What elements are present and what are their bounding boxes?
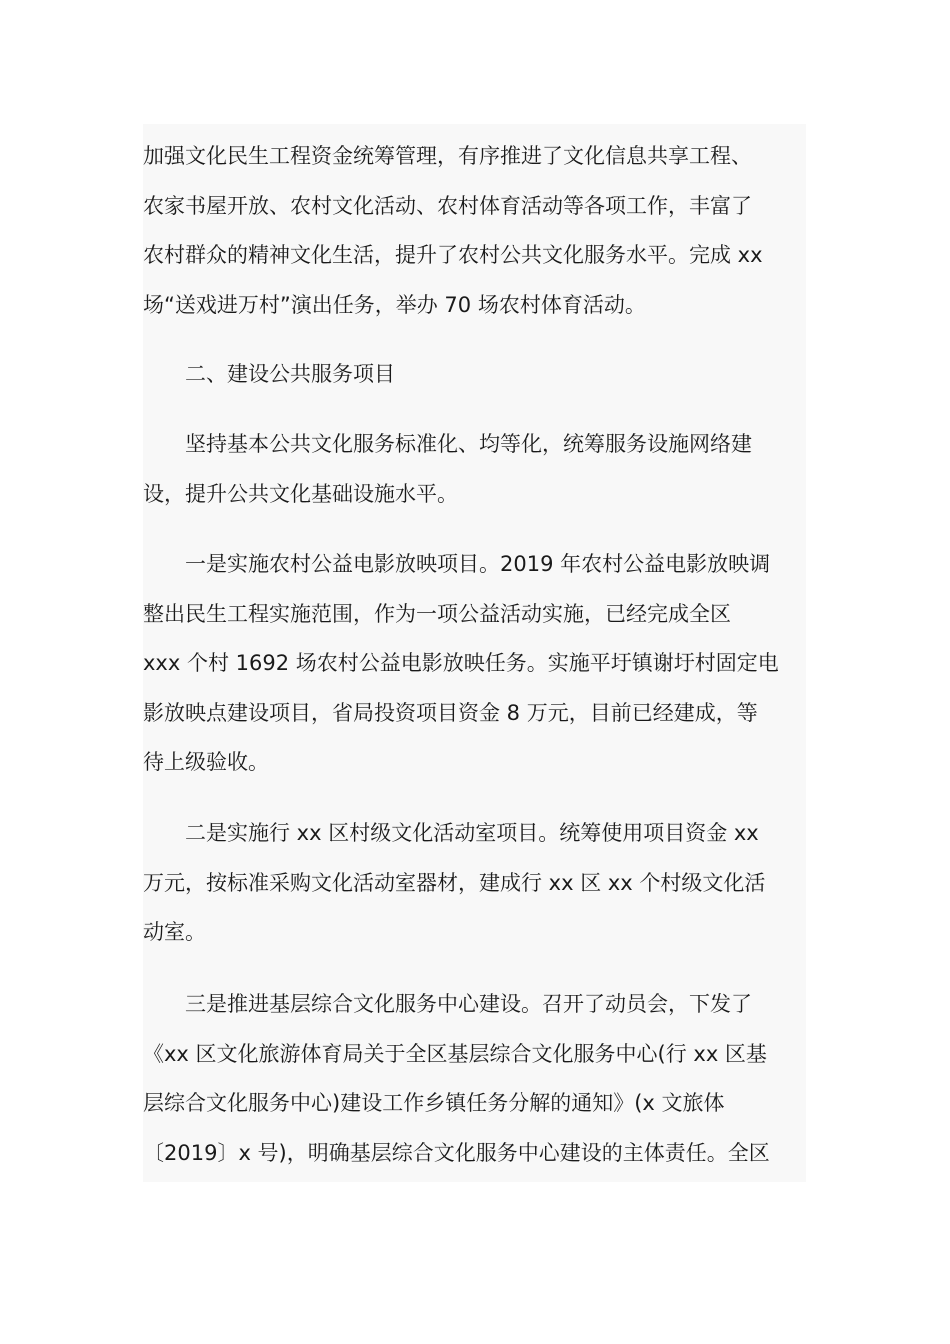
section-heading-public-service [143,350,806,400]
text-line: 层综合文化服务中心)建设工作乡镇任务分解的通知》(x 文旅体 [143,1091,725,1115]
text-line: 动室。 [143,920,206,944]
text-line: xxx 个村 1692 场农村公益电影放映任务。实施平圩镇谢圩村固定电 [143,651,779,675]
text-line: 影放映点建设项目，省局投资项目资金 8 万元，目前已经建成，等 [143,700,758,725]
heading-line: 二、建设公共服务项目 [143,362,395,386]
text-line: 加强文化民生工程资金统筹管理，有序推进了文化信息共享工程、 [143,144,752,168]
text-line: 〔2019〕x 号)，明确基层综合文化服务中心建设的主体责任。全区 [143,1140,770,1165]
text-line: 场“送戏进万村”演出任务，举办 70 场农村体育活动。 [143,292,646,317]
paragraph-standardization [143,420,806,519]
text-line: 农村群众的精神文化生活，提升了农村公共文化服务水平。完成 xx [143,243,763,267]
text-line: 整出民生工程实施范围，作为一项公益活动实施，已经完成全区 [143,601,731,626]
text-line: 坚持基本公共文化服务标准化、均等化，统筹服务设施网络建 [143,432,752,456]
text-line: 万元，按标准采购文化活动室器材，建成行 xx 区 xx 个村级文化活 [143,870,766,895]
paragraph-rural-film [143,540,806,788]
text-line: 农家书屋开放、农村文化活动、农村体育活动等各项工作，丰富了 [143,193,752,218]
paragraph-village-activity-room [143,809,806,958]
document-body [143,124,806,1182]
paragraph-culture-projects [143,132,806,330]
text-line: 设，提升公共文化基础设施水平。 [143,481,458,506]
text-line: 一是实施农村公益电影放映项目。2019 年农村公益电影放映调 [143,552,771,576]
text-line: 《xx 区文化旅游体育局关于全区基层综合文化服务中心(行 xx 区基 [143,1041,767,1066]
paragraph-service-center [143,980,806,1178]
text-line: 待上级验收。 [143,750,269,774]
text-line: 二是实施行 xx 区村级文化活动室项目。统筹使用项目资金 xx [143,821,759,845]
text-line: 三是推进基层综合文化服务中心建设。召开了动员会，下发了 [143,992,752,1016]
